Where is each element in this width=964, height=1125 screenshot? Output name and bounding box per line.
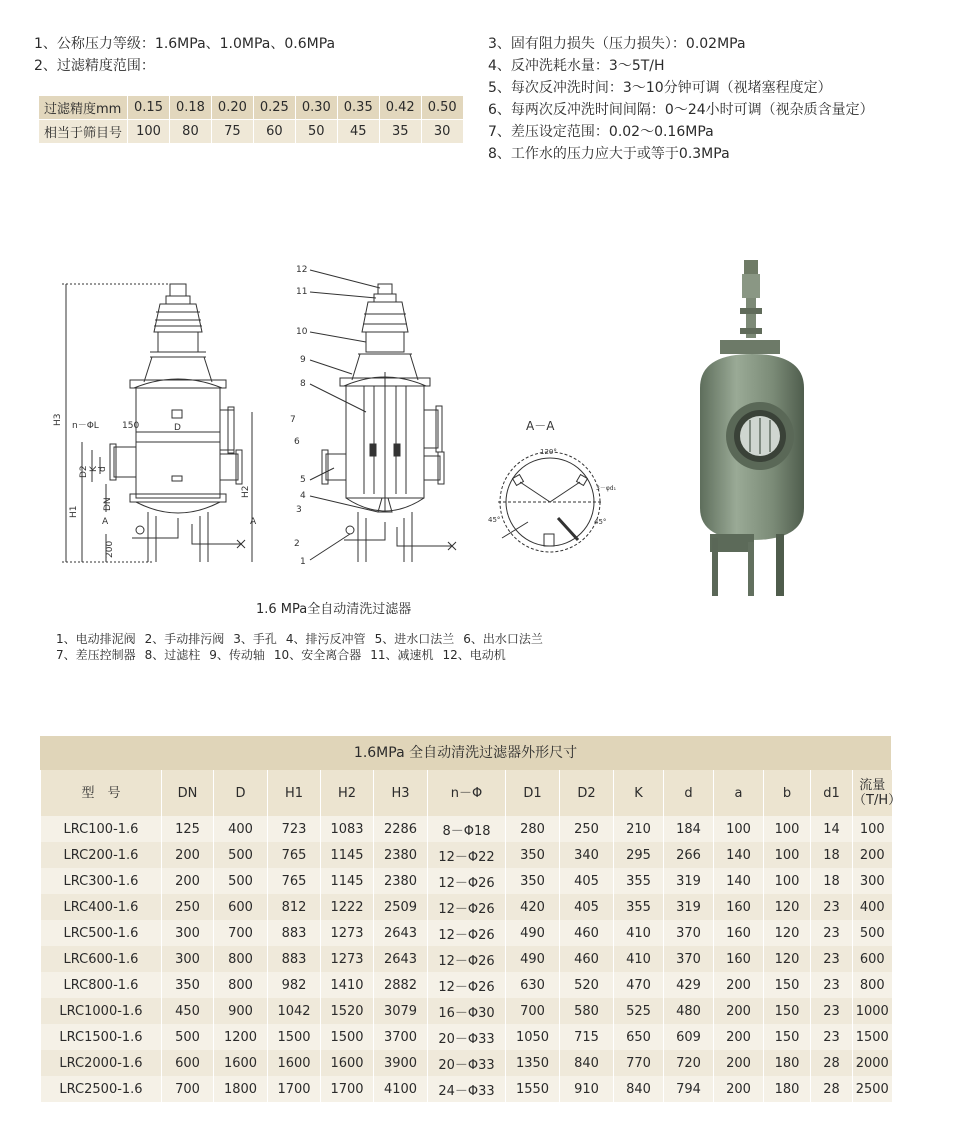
column-header: n－Φ: [428, 770, 506, 816]
table-cell: 23: [811, 1024, 853, 1050]
precision-cell: 100: [128, 120, 170, 144]
callout-9: 9: [300, 355, 306, 365]
table-row: [41, 946, 892, 972]
table-cell: 23: [811, 972, 853, 998]
parts-legend: [56, 631, 552, 663]
table-cell: 180: [764, 1076, 811, 1102]
table-cell: 266: [664, 842, 714, 868]
table-cell: 280: [506, 816, 560, 842]
label-h1: H1: [69, 505, 79, 518]
model-cell: LRC500-1.6: [41, 920, 162, 946]
model-cell: LRC100-1.6: [41, 816, 162, 842]
model-cell: LRC400-1.6: [41, 894, 162, 920]
table-cell: 405: [560, 868, 614, 894]
table-cell: 525: [614, 998, 664, 1024]
table-cell: 300: [162, 920, 214, 946]
table-cell: 28: [811, 1076, 853, 1102]
table-cell: 8－Φ18: [428, 816, 506, 842]
model-cell: LRC200-1.6: [41, 842, 162, 868]
table-cell: 700: [162, 1076, 214, 1102]
table-cell: 100: [714, 816, 764, 842]
table-cell: 1600: [321, 1050, 374, 1076]
callout-8: 8: [300, 379, 306, 389]
label-k: K: [89, 466, 99, 472]
table-cell: 1500: [268, 1024, 321, 1050]
table-cell: 910: [560, 1076, 614, 1102]
table-cell: 794: [664, 1076, 714, 1102]
table-row: [41, 920, 892, 946]
table-cell: 982: [268, 972, 321, 998]
table-cell: 490: [506, 920, 560, 946]
callout-6-left: 6: [294, 437, 300, 447]
precision-row-header: 过滤精度mm: [39, 96, 128, 120]
table-cell: 12－Φ26: [428, 972, 506, 998]
column-header: d1: [811, 770, 853, 816]
table-cell: 24－Φ33: [428, 1076, 506, 1102]
table-cell: 770: [614, 1050, 664, 1076]
table-cell: 1145: [321, 842, 374, 868]
table-cell: 840: [614, 1076, 664, 1102]
table-cell: 4100: [374, 1076, 428, 1102]
table-cell: 2500: [853, 1076, 892, 1102]
table-cell: 20－Φ33: [428, 1024, 506, 1050]
table-cell: 12－Φ26: [428, 894, 506, 920]
model-cell: LRC1500-1.6: [41, 1024, 162, 1050]
table-cell: 720: [664, 1050, 714, 1076]
table-cell: 14: [811, 816, 853, 842]
table-cell: 125: [162, 816, 214, 842]
legend-row: [56, 631, 552, 647]
legend-item: 7、差压控制器: [56, 648, 136, 662]
table-cell: 295: [614, 842, 664, 868]
dimension-table: [40, 770, 902, 1102]
table-cell: 16－Φ30: [428, 998, 506, 1024]
label-150: 150: [122, 421, 140, 431]
table-cell: 400: [853, 894, 892, 920]
precision-cell: 80: [169, 120, 211, 144]
column-header: H1: [268, 770, 321, 816]
filter-product-image: [690, 258, 820, 598]
legend-item: 2、手动排污阀: [144, 632, 225, 646]
legend-item: 6、出水口法兰: [463, 632, 543, 646]
table-cell: 600: [162, 1050, 214, 1076]
precision-cell: 35: [379, 120, 421, 144]
column-header: D2: [560, 770, 614, 816]
table-cell: 200: [714, 1076, 764, 1102]
callout-2-left: 2: [294, 539, 300, 549]
model-cell: LRC2500-1.6: [41, 1076, 162, 1102]
table-cell: 1500: [853, 1024, 892, 1050]
table-row: [41, 1076, 892, 1102]
table-cell: 900: [214, 998, 268, 1024]
table-cell: 1145: [321, 868, 374, 894]
table-cell: 765: [268, 842, 321, 868]
table-cell: 2882: [374, 972, 428, 998]
table-cell: 1273: [321, 946, 374, 972]
callout-12: 12: [296, 265, 308, 275]
model-cell: LRC300-1.6: [41, 868, 162, 894]
drawing-caption: 1.6 MPa全自动清洗过滤器: [256, 602, 412, 617]
table-cell: 1050: [506, 1024, 560, 1050]
table-cell: 23: [811, 920, 853, 946]
model-cell: LRC2000-1.6: [41, 1050, 162, 1076]
table-cell: 12－Φ26: [428, 946, 506, 972]
legend-item: 8、过滤柱: [144, 648, 201, 662]
table-cell: 2380: [374, 842, 428, 868]
table-cell: 210: [614, 816, 664, 842]
table-cell: 1520: [321, 998, 374, 1024]
table-cell: 319: [664, 868, 714, 894]
table-cell: 12－Φ26: [428, 920, 506, 946]
table-row: [41, 972, 892, 998]
table-cell: 250: [162, 894, 214, 920]
section-a-a-diagram: [478, 418, 623, 568]
table-cell: 319: [664, 894, 714, 920]
legend-row: [56, 647, 552, 663]
table-cell: 180: [764, 1050, 811, 1076]
spec-line: 5、每次反冲洗时间：3～10分钟可调（视堵塞程度定）: [488, 80, 832, 96]
table-cell: 500: [214, 868, 268, 894]
table-cell: 460: [560, 946, 614, 972]
precision-cell: 0.18: [169, 96, 211, 120]
column-header: H3: [374, 770, 428, 816]
table-cell: 1700: [268, 1076, 321, 1102]
table-cell: 400: [214, 816, 268, 842]
table-cell: 184: [664, 816, 714, 842]
table-cell: 1550: [506, 1076, 560, 1102]
callout-10: 10: [296, 327, 308, 337]
table-cell: 1600: [214, 1050, 268, 1076]
table-cell: 700: [506, 998, 560, 1024]
legend-item: 10、安全离合器: [273, 648, 362, 662]
table-cell: 2509: [374, 894, 428, 920]
legend-item: 4、排污反冲管: [285, 632, 366, 646]
table-cell: 150: [764, 998, 811, 1024]
table-cell: 500: [853, 920, 892, 946]
table-cell: 12－Φ22: [428, 842, 506, 868]
table-cell: 23: [811, 946, 853, 972]
precision-cell: 50: [295, 120, 337, 144]
table-cell: 420: [506, 894, 560, 920]
table-cell: 500: [162, 1024, 214, 1050]
dimension-table-title: 1.6MPa 全自动清洗过滤器外形尺寸: [40, 736, 891, 770]
table-cell: 812: [268, 894, 321, 920]
table-cell: 3079: [374, 998, 428, 1024]
table-row: [41, 894, 892, 920]
model-cell: LRC600-1.6: [41, 946, 162, 972]
table-cell: 2380: [374, 868, 428, 894]
label-200: 200: [105, 540, 115, 558]
column-header: H2: [321, 770, 374, 816]
precision-cell: 0.42: [379, 96, 421, 120]
label-a2: A: [250, 517, 257, 527]
table-cell: 1200: [214, 1024, 268, 1050]
table-cell: 1410: [321, 972, 374, 998]
legend-item: 12、电动机: [442, 648, 506, 662]
legend-item: 5、进水口法兰: [374, 632, 455, 646]
table-row: [41, 816, 892, 842]
spec-line: 2、过滤精度范围：: [34, 58, 155, 74]
table-cell: 470: [614, 972, 664, 998]
column-header: d: [664, 770, 714, 816]
table-cell: 1222: [321, 894, 374, 920]
table-cell: 23: [811, 894, 853, 920]
table-cell: 1273: [321, 920, 374, 946]
model-cell: LRC800-1.6: [41, 972, 162, 998]
table-cell: 100: [853, 816, 892, 842]
table-cell: 100: [764, 816, 811, 842]
table-cell: 405: [560, 894, 614, 920]
spec-line: 7、差压设定范围：0.02～0.16MPa: [488, 124, 714, 140]
table-row: [41, 1024, 892, 1050]
table-cell: 370: [664, 946, 714, 972]
precision-cell: 0.30: [295, 96, 337, 120]
table-cell: 355: [614, 868, 664, 894]
table-cell: 3700: [374, 1024, 428, 1050]
label-holes: 3－φd₁: [596, 485, 616, 492]
table-cell: 200: [853, 842, 892, 868]
table-cell: 450: [162, 998, 214, 1024]
label-h2: H2: [241, 485, 251, 498]
table-cell: 300: [853, 868, 892, 894]
table-cell: 600: [214, 894, 268, 920]
precision-cell: 0.25: [253, 96, 295, 120]
table-cell: 840: [560, 1050, 614, 1076]
column-header: DN: [162, 770, 214, 816]
table-cell: 500: [214, 842, 268, 868]
table-cell: 800: [214, 972, 268, 998]
table-cell: 650: [614, 1024, 664, 1050]
table-row: [41, 868, 892, 894]
table-cell: 200: [162, 868, 214, 894]
table-cell: 2000: [853, 1050, 892, 1076]
table-cell: 1350: [506, 1050, 560, 1076]
section-view-body: [310, 270, 456, 562]
column-header: K: [614, 770, 664, 816]
model-cell: LRC1000-1.6: [41, 998, 162, 1024]
table-cell: 355: [614, 894, 664, 920]
table-cell: 520: [560, 972, 614, 998]
table-cell: 2643: [374, 946, 428, 972]
table-cell: 3900: [374, 1050, 428, 1076]
table-cell: 12－Φ26: [428, 868, 506, 894]
table-cell: 1000: [853, 998, 892, 1024]
label-d2: D2: [79, 465, 89, 478]
table-cell: 883: [268, 946, 321, 972]
precision-cell: 0.50: [421, 96, 463, 120]
table-cell: 140: [714, 868, 764, 894]
table-cell: 630: [506, 972, 560, 998]
precision-cell: 0.20: [211, 96, 253, 120]
table-cell: 723: [268, 816, 321, 842]
column-header: a: [714, 770, 764, 816]
precision-row: [39, 120, 464, 144]
precision-row: [39, 96, 464, 120]
table-cell: 600: [853, 946, 892, 972]
table-cell: 1042: [268, 998, 321, 1024]
table-cell: 370: [664, 920, 714, 946]
label-45-left: 45°: [488, 516, 501, 524]
precision-cell: 45: [337, 120, 379, 144]
precision-cell: 0.15: [128, 96, 170, 120]
column-header: D1: [506, 770, 560, 816]
table-cell: 580: [560, 998, 614, 1024]
callout-1: 1: [300, 557, 306, 567]
table-cell: 700: [214, 920, 268, 946]
table-cell: 160: [714, 946, 764, 972]
spec-line: 4、反冲洗耗水量：3～5T/H: [488, 58, 665, 74]
table-cell: 100: [764, 842, 811, 868]
table-cell: 250: [560, 816, 614, 842]
table-cell: 23: [811, 998, 853, 1024]
table-row: [41, 998, 892, 1024]
precision-row-header: 相当于筛目号: [39, 120, 128, 144]
table-cell: 1800: [214, 1076, 268, 1102]
table-cell: 2643: [374, 920, 428, 946]
table-cell: 200: [714, 972, 764, 998]
precision-cell: 60: [253, 120, 295, 144]
table-cell: 1500: [321, 1024, 374, 1050]
callout-5: 5: [300, 475, 306, 485]
table-cell: 429: [664, 972, 714, 998]
table-cell: 100: [764, 868, 811, 894]
label-h3: H3: [53, 413, 63, 426]
table-cell: 1600: [268, 1050, 321, 1076]
callout-7-left: 7: [290, 415, 296, 425]
dimension-table-section: [40, 736, 902, 1102]
label-dn: DN: [103, 497, 113, 511]
table-cell: 460: [560, 920, 614, 946]
column-header: 型 号: [41, 770, 162, 816]
precision-cell: 75: [211, 120, 253, 144]
spec-line: 3、固有阻力损失（压力损失）：0.02MPa: [488, 36, 746, 52]
table-row: [41, 1050, 892, 1076]
label-45-right: 45°: [594, 518, 607, 526]
table-cell: 18: [811, 842, 853, 868]
table-cell: 120: [764, 920, 811, 946]
table-cell: 609: [664, 1024, 714, 1050]
legend-item: 9、传动轴: [209, 648, 265, 662]
table-cell: 20－Φ33: [428, 1050, 506, 1076]
label-d: D: [174, 423, 181, 433]
label-120: 120°: [540, 448, 557, 456]
column-header: D: [214, 770, 268, 816]
legend-item: 3、手孔: [233, 632, 277, 646]
table-cell: 150: [764, 972, 811, 998]
table-cell: 410: [614, 946, 664, 972]
table-cell: 800: [214, 946, 268, 972]
table-cell: 410: [614, 920, 664, 946]
legend-item: 11、减速机: [370, 648, 434, 662]
table-cell: 800: [853, 972, 892, 998]
label-d-small: d: [98, 466, 108, 472]
specs-right: [488, 33, 958, 165]
table-cell: 200: [714, 998, 764, 1024]
label-n-phi: n－ΦL: [72, 421, 99, 431]
table-cell: 18: [811, 868, 853, 894]
table-header-row: [41, 770, 892, 816]
table-cell: 490: [506, 946, 560, 972]
spec-line: 8、工作水的压力应大于或等于0.3MPa: [488, 146, 730, 162]
spec-line: 1、公称压力等级：1.6MPa、1.0MPa、0.6MPa: [34, 36, 336, 52]
callout-11: 11: [296, 287, 308, 297]
table-cell: 480: [664, 998, 714, 1024]
table-cell: 300: [162, 946, 214, 972]
column-header: 流量 （T/H）: [853, 770, 892, 816]
table-cell: 350: [162, 972, 214, 998]
table-cell: 160: [714, 920, 764, 946]
specs-left: [34, 33, 474, 77]
table-cell: 340: [560, 842, 614, 868]
section-title: A－A: [526, 419, 555, 433]
column-header: b: [764, 770, 811, 816]
table-cell: 140: [714, 842, 764, 868]
table-cell: 350: [506, 868, 560, 894]
table-cell: 150: [764, 1024, 811, 1050]
table-cell: 120: [764, 946, 811, 972]
table-cell: 28: [811, 1050, 853, 1076]
table-cell: 1700: [321, 1076, 374, 1102]
filter-technical-drawing: [52, 262, 472, 582]
table-cell: 1083: [321, 816, 374, 842]
table-cell: 883: [268, 920, 321, 946]
table-cell: 715: [560, 1024, 614, 1050]
label-a1: A: [102, 517, 109, 527]
callout-4: 4: [300, 491, 306, 501]
table-cell: 160: [714, 894, 764, 920]
table-cell: 120: [764, 894, 811, 920]
spec-line: 6、每两次反冲洗时间间隔：0～24小时可调（视杂质含量定）: [488, 102, 874, 118]
precision-cell: 0.35: [337, 96, 379, 120]
table-cell: 2286: [374, 816, 428, 842]
table-row: [41, 842, 892, 868]
table-cell: 200: [162, 842, 214, 868]
table-cell: 200: [714, 1024, 764, 1050]
table-cell: 765: [268, 868, 321, 894]
precision-cell: 30: [421, 120, 463, 144]
precision-table: [38, 95, 464, 144]
table-cell: 200: [714, 1050, 764, 1076]
callout-3-left: 3: [296, 505, 302, 515]
legend-item: 1、电动排泥阀: [56, 632, 136, 646]
table-cell: 350: [506, 842, 560, 868]
